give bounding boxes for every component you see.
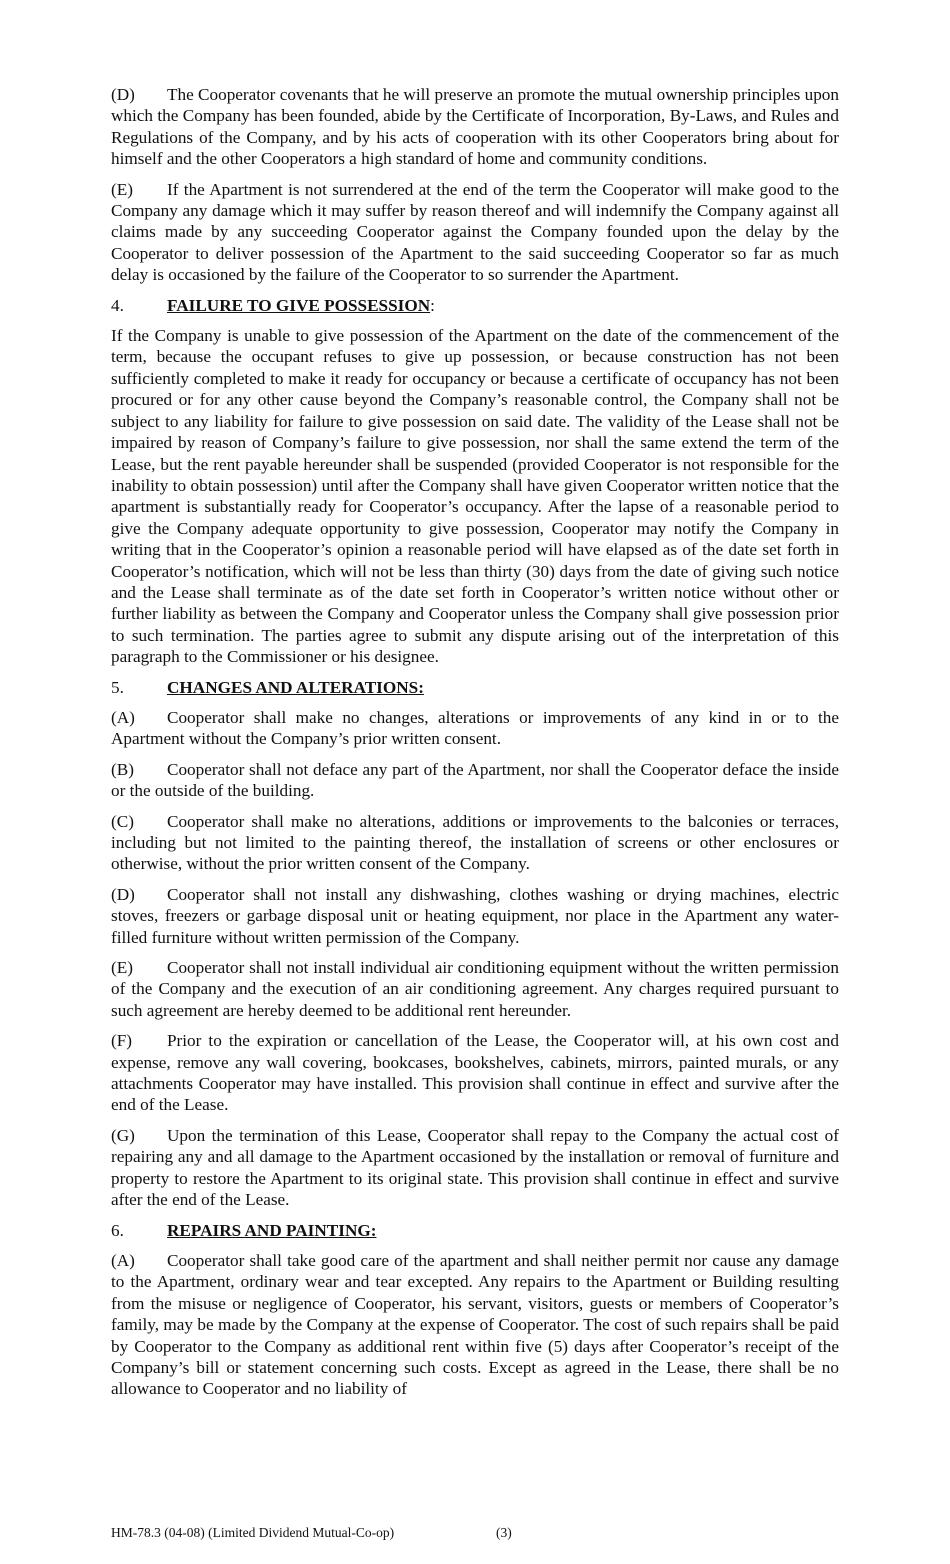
paragraph-text: Cooperator shall not deface any part of the Apartment, nor shall the Cooperator deface the inside or the outside of the building. — [111, 759, 839, 801]
paragraph-label: (A) — [111, 707, 135, 727]
section-heading-4 — [111, 295, 839, 316]
paragraph-label: (C) — [111, 811, 134, 831]
paragraph-label: (E) — [111, 179, 133, 199]
document-body — [111, 84, 839, 1409]
paragraph-text: The Cooperator covenants that he will preserve an promote the mutual ownership principles upon which the Company has been founded, abide by the Certificate of Incorporation, By-Laws, and Rules and Regulations of the Company, and by his acts of cooperation with its other Cooperators bring about for himself and the other Cooperators a high standard of home and community conditions. — [111, 85, 839, 169]
section-title: CHANGES AND ALTERATIONS: — [167, 677, 424, 697]
paragraph-label: (D) — [111, 85, 135, 104]
paragraph-3e — [111, 179, 839, 286]
paragraph-text: Upon the termination of this Lease, Cooperator shall repay to the Company the actual cost of repairing any and all damage to the Apartment occasioned by the installation or removal of furniture and property to restore the Apartment to its original state. This provision shall continue in effect and survive after the end of the Lease. — [111, 1125, 839, 1210]
paragraph-5d — [111, 884, 839, 948]
section-number: 6. — [111, 1220, 124, 1240]
section-number: 5. — [111, 677, 124, 697]
paragraph-label: (B) — [111, 759, 134, 779]
paragraph-4: If the Company is unable to give possession of the Apartment on the date of the commencement of the term, because the occupant refuses to give up possession, or because construction has not been sufficiently completed to make it ready for occupancy or because a certificate of occupancy has not been procured or for any other cause beyond the Company’s reasonable control, the Company shall not be subject to any liability for failure to give possession on said date. The validity of the Lease shall not be impaired by reason of Company’s failure to give possession, nor shall the same extend the term of the Lease, but the rent payable hereunder shall be suspended (provided Cooperator is not responsible for the inability to obtain possession) until after the Company shall have given Cooperator written notice that the apartment is substantially ready for Cooperator’s occupancy. After the lapse of a reasonable period to give the Company adequate opportunity to give possession, Cooperator may notify the Company in writing that in the Cooperator’s opinion a reasonable period will have elapsed as of the date set forth in Cooperator’s notification, which will not be less than thirty (30) days from the date of giving such notice and the Lease shall terminate as of the date set forth in Cooperator’s written notice without other or further liability as between the Company and Cooperator unless the Company shall give possession prior to such termination. The parties agree to submit any dispute arising out of the interpretation of this paragraph to the Commissioner or his designee. — [111, 326, 839, 667]
footer-page-number: (3) — [496, 1525, 512, 1540]
paragraph-label: (D) — [111, 884, 135, 904]
paragraph-5a — [111, 707, 839, 750]
paragraph-label: (A) — [111, 1250, 135, 1270]
section-heading-6 — [111, 1220, 839, 1241]
paragraph-5b — [111, 759, 839, 802]
section-heading-5 — [111, 677, 839, 698]
paragraph-6a — [111, 1250, 839, 1400]
paragraph-text: Cooperator shall not install any dishwashing, clothes washing or drying machines, electric stoves, freezers or garbage disposal unit or heating equipment, nor place in the Apartment any water-filled furniture without written permission of the Company. — [111, 884, 839, 947]
section-title: REPAIRS AND PAINTING: — [167, 1220, 377, 1240]
section-number: 4. — [111, 295, 124, 315]
paragraph-text: Cooperator shall make no alterations, additions or improvements to the balconies or terraces, including but not limited to the painting thereof, the installation of screens or other enclosures or otherwise, without the prior written consent of the Company. — [111, 811, 839, 874]
paragraph-3d — [111, 84, 839, 170]
paragraph-text: If the Apartment is not surrendered at the end of the term the Cooperator will make good to the Company any damage which it may suffer by reason thereof and will indemnify the Company against all claims made by any succeeding Cooperator against the Company founded upon the delay by the Cooperator to deliver possession of the Apartment to the said succeeding Cooperator so far as much delay is occasioned by the failure of the Cooperator to so surrender the Apartment. — [111, 179, 839, 285]
paragraph-5e — [111, 957, 839, 1021]
paragraph-text: Prior to the expiration or cancellation of the Lease, the Cooperator will, at his own cost and expense, remove any wall covering, bookcases, bookshelves, cabinets, mirrors, painted murals, or any attachments Cooperator may have installed. This provision shall continue in effect and survive after the end of the Lease. — [111, 1031, 839, 1115]
paragraph-label: (G) — [111, 1125, 135, 1145]
section-title: FAILURE TO GIVE POSSESSION — [167, 295, 431, 315]
paragraph-text: Cooperator shall make no changes, alterations or improvements of any kind in or to the Apartment without the Company’s prior written consent. — [111, 707, 839, 749]
paragraph-label: (E) — [111, 958, 133, 978]
section-title-colon: : — [430, 295, 435, 315]
footer-form-number: HM-78.3 (04-08) (Limited Dividend Mutual-Co-op) — [111, 1525, 395, 1540]
paragraph-5g — [111, 1125, 839, 1211]
paragraph-text: Cooperator shall take good care of the apartment and shall neither permit nor cause any damage to the Apartment, ordinary wear and tear excepted. Any repairs to the Apartment or Building resulting from the misuse or negligence of Cooperator, his servant, visitors, guests or members of Cooperator’s family, may be made by the Company at the expense of Cooperator. The cost of such repairs shall be paid by Cooperator to the Company as additional rent within five (5) days after Cooperator’s receipt of the Company’s bill or statement concerning such costs. Except as agreed in the Lease, there shall be no allowance to Cooperator and no liability of — [111, 1250, 839, 1399]
paragraph-label: (F) — [111, 1031, 133, 1051]
paragraph-5f — [111, 1030, 839, 1116]
paragraph-text: Cooperator shall not install individual air conditioning equipment without the written permission of the Company and the execution of an air conditioning agreement. Any charges required pursuant to such agreement are hereby deemed to be additional rent hereunder. — [111, 958, 839, 1020]
paragraph-5c — [111, 811, 839, 875]
